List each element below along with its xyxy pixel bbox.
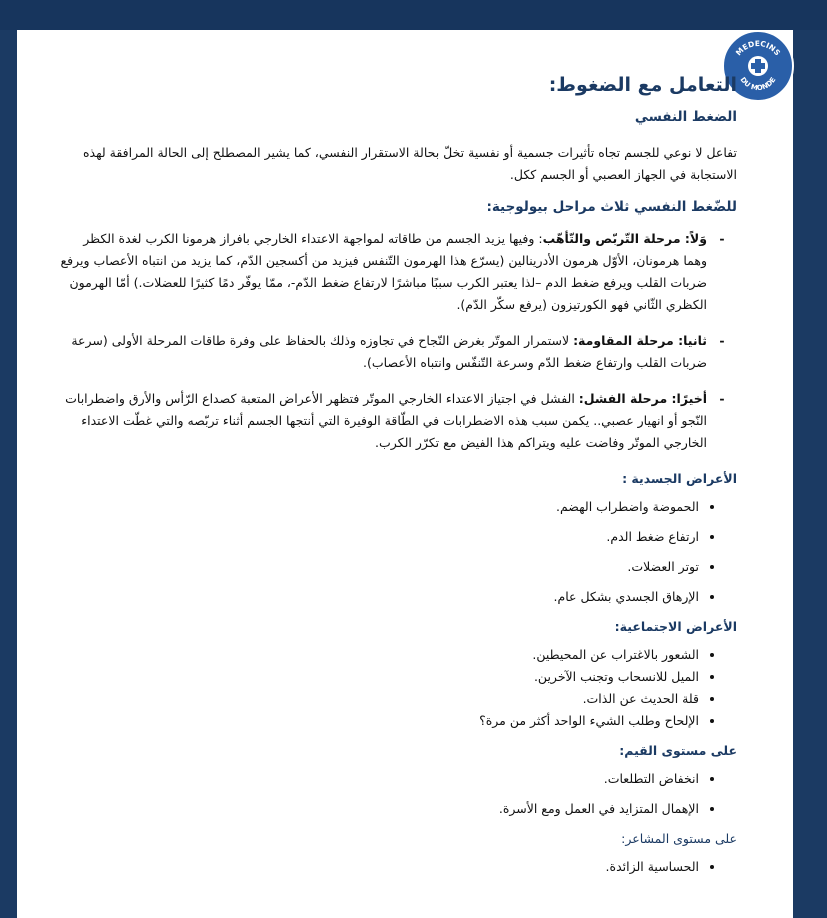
- stage-text: الفشل في اجتياز الاعتداء الخارجي الموتّر فتظهر الأعراض المتعبة كصداع الرّأس والأرق واضطرابات النّجو أو انهيار عصبي.. يكمن سبب هذه الاضطرابات في الطّاقة الوفيرة التي أنتجها الجسم أثناء تربّصه والتي غطّت الاعتداء الخارجي الموتّر وفاضت عليه ويتراكم هذا الفيض مع تكرّر الكرب.: [65, 391, 707, 450]
- list-item: • ارتفاع ضغط الدم.: [57, 526, 699, 548]
- list-item: • الحموضة واضطراب الهضم.: [57, 496, 699, 518]
- physical-symptoms-heading: الأعراض الجسدية :: [622, 471, 737, 486]
- stage-bullet: -: [719, 391, 725, 406]
- stage-label: وَلاً: مرحلة التّربّص والتّأهّب: [542, 231, 707, 246]
- social-symptoms-heading: الأعراض الاجتماعية:: [614, 619, 737, 634]
- page-title: التعامل مع الضغوط:: [548, 74, 737, 96]
- list-item: • انخفاض التطلعات.: [57, 768, 699, 790]
- physical-symptoms-list: [57, 496, 737, 608]
- stage-item: [57, 388, 737, 454]
- list-item: • الإلحاح وطلب الشيء الواحد أكثر من مرة؟: [57, 710, 699, 732]
- feelings-list: [57, 856, 737, 878]
- stage-item: [57, 228, 737, 316]
- list-item: • قلة الحديث عن الذات.: [57, 688, 699, 710]
- list-item: • الشعور بالاغتراب عن المحيطين.: [57, 644, 699, 666]
- document-page: [17, 30, 793, 918]
- stage-text: لاستمرار الموتّر بغرض النّجاح في تجاوزه وذلك بالحفاظ على وفرة طاقات المرحلة الأولى (سرعة ضربات القلب وارتفاع ضغط الدّم وسرعة التّنفّس وانتباه الأعصاب).: [71, 333, 707, 370]
- stages-heading: للضّغط النفسي ثلاث مراحل بيولوجية:: [486, 199, 737, 215]
- social-symptoms-list: [57, 644, 737, 732]
- stage-bullet: -: [719, 231, 725, 246]
- list-item: • الإهمال المتزايد في العمل ومع الأسرة.: [57, 798, 699, 820]
- list-item: • الميل للانسحاب وتجنب الآخرين.: [57, 666, 699, 688]
- intro-paragraph: تفاعل لا نوعي للجسم تجاه تأثيرات جسمية أو نفسية تخلّ بحالة الاستقرار النفسي، كما يشير المصطلح إلى الحالة المرافقة لهذه الاستجابة في الجهاز العصبي أو الجسم ككل.: [82, 145, 737, 182]
- svg-text:MEDECINS: MEDECINS: [733, 38, 783, 58]
- list-item: • الإرهاق الجسدي بشكل عام.: [57, 586, 699, 608]
- values-heading: على مستوى القيم:: [619, 743, 737, 758]
- stage-bullet: -: [719, 333, 725, 348]
- svg-text:DU MONDE: DU MONDE: [738, 75, 778, 93]
- list-item: • توتر العضلات.: [57, 556, 699, 578]
- stage-item: [57, 330, 737, 374]
- stage-text: : وفيها يزيد الجسم من طاقاته لمواجهة الاعتداء الخارجي بافراز هرمونا الكرب لغدة الكظر وهما هرمونان، الأوّل هرمون الأدرينالين (يسرّع هذا الهرمون التّنفس فيزيد من أكسجين الدّم، كما يزيد من انتباه الأعصاب ويرفع ضربات القلب ويرفع ضغط الدم –لذا يعتبر الكرب سببًا مباشرًا لارتفاع ضغط الدّم-، ممّا يوفّر دمًا كثيرًا للعضلات.) أمّا الهرمون الكظري الثّاني فهو الكورتيزون (يرفع سكّر الدّم).: [60, 231, 707, 312]
- stage-label: أخيرًا: مرحلة الفشل:: [578, 391, 707, 406]
- top-band: [0, 0, 827, 30]
- values-list: [57, 768, 737, 820]
- stage-label: ثانيا: مرحلة المقاومة:: [573, 333, 707, 348]
- feelings-heading: على مستوى المشاعر:: [621, 831, 737, 846]
- section-subtitle: الضغط النفسي: [634, 109, 737, 125]
- list-item: • الحساسية الزائدة.: [57, 856, 699, 878]
- document-content: [57, 70, 737, 886]
